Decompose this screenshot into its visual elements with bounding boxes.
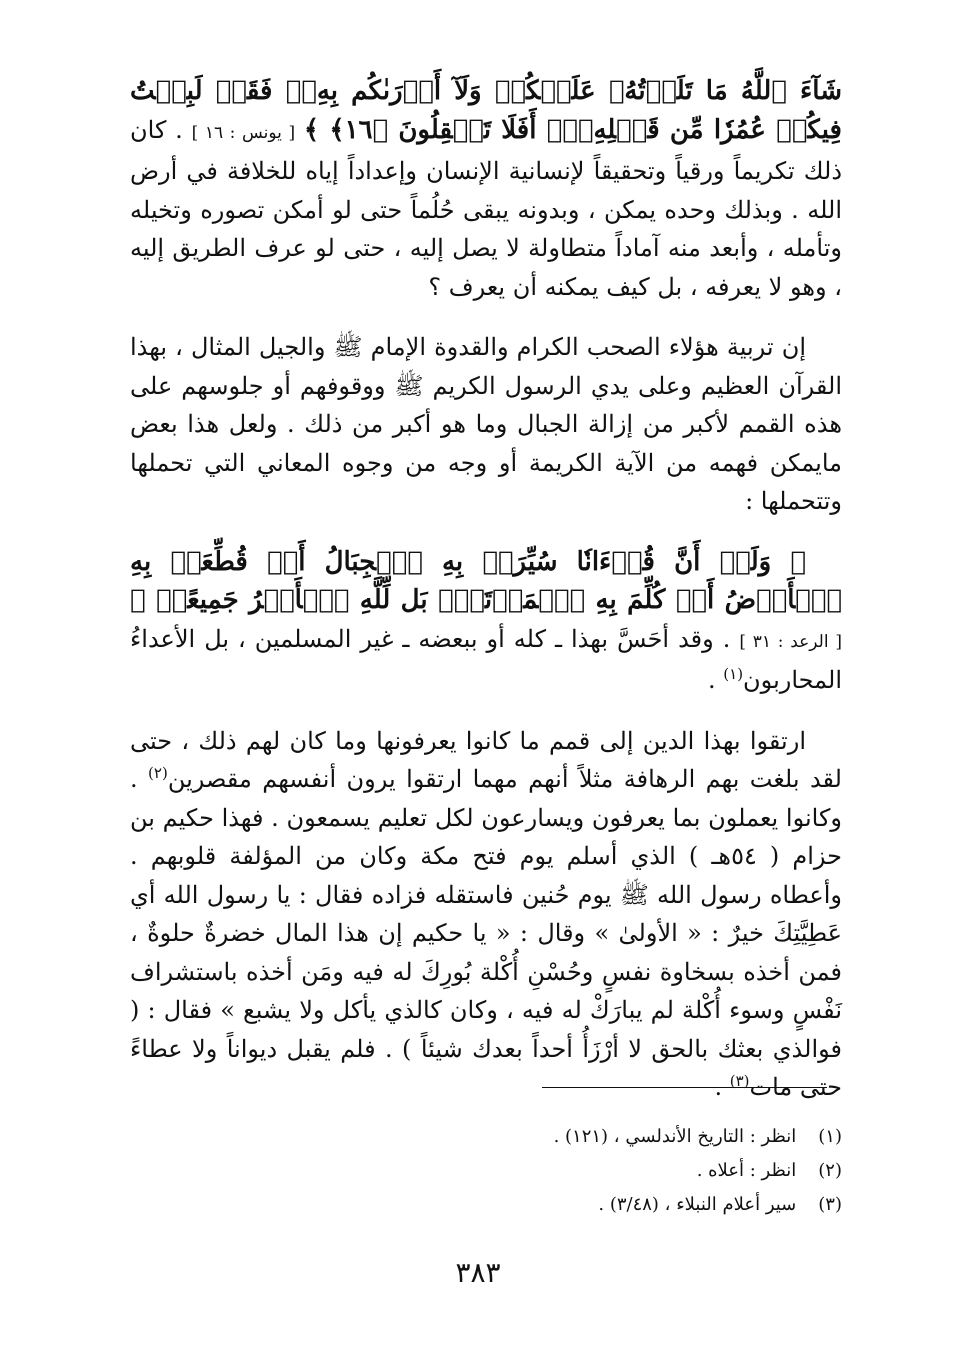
footnote-divider (542, 1087, 827, 1088)
paragraph-tail: . (714, 1073, 723, 1101)
main-text (130, 72, 842, 1107)
footnote-text: انظر : التاريخ الأندلسي ، (١٢١) . (553, 1126, 797, 1147)
paragraph-text: ارتقوا بهذا الدين إلى قمم ما كانوا يعرفونها وما كان لهم ذلك ، حتى لقد بلغت بهم الرهافة مثلاً أنهم مهما ارتقوا يرون أنفسهم مقصرين (130, 726, 842, 793)
paragraph-2 (130, 328, 842, 521)
footnote-text: انظر : أعلاه . (696, 1160, 797, 1181)
paragraph-text: . وقد أحَسَّ بهذا ـ كله أو ببعضه ـ غير المسلمين ، بل الأعداءُ المحاربون (130, 624, 842, 694)
footnote-marker: (١) (723, 665, 744, 683)
paragraph-1 (130, 72, 842, 306)
paragraph-4 (130, 722, 842, 1107)
quran-verse: شَآءَ ٱللَّهُ مَا تَلَوۡتُهُۥ عَلَيۡكُمۡ وَلَآ أَدۡرَىٰكُم بِهِۦۖ فَقَدۡ لَبِثۡتُ فِيكُمۡ عُمُرٗا مِّن قَبۡلِهِۦٓۚ أَفَلَا تَعۡقِلُونَ ﴿١٦﴾ ﴾ (130, 76, 842, 145)
verse-citation: [ الرعد : ٣١ ] (739, 631, 842, 652)
footnote-3 (130, 1188, 842, 1222)
footnote-2 (130, 1154, 842, 1188)
footnote-number: (٢) (818, 1160, 842, 1181)
quran-verse: ﴿ وَلَوۡ أَنَّ قُرۡءَانٗا سُيِّرَتۡ بِهِ ٱلۡجِبَالُ أَوۡ قُطِّعَتۡ بِهِ ٱلۡأَرۡضُ أَوۡ كُلِّمَ بِهِ ٱلۡمَوۡتَىٰۗ بَل لِّلَّهِ ٱلۡأَمۡرُ جَمِيعًاۗ ﴾ (130, 546, 842, 615)
paragraph-tail: . (707, 666, 716, 694)
footnote-1 (130, 1120, 842, 1154)
footnote-text: سير أعلام النبلاء ، (٣/٤٨) . (598, 1194, 797, 1215)
footnotes (130, 1120, 842, 1222)
footnote-marker: (٣) (729, 1072, 750, 1090)
paragraph-3 (130, 543, 842, 700)
paragraph-text: . وكانوا يعملون بما يعرفون ويسارعون لكل تعليم يسمعون . فهذا حكيم بن حزام ( ٥٤هـ ) الذي أسلم يوم فتح مكة وكان من المؤلفة قلوبهم . وأعطاه رسول الله ﷺ يوم حُنين فاستقله فزاده فقال : يا رسول الله أي عَطِيَّتِكَ خيرٌ : « الأولىٰ » وقال : « يا حكيم إن هذا المال خضرةٌ حلوةٌ ، فمن أخذه بسخاوة نفسٍ وحُسْنِ أُكْلة بُورِكَ له فيه ومَن أخذه باستشراف نَفْسٍ وسوء أُكْلة لم يبارَكْ له فيه ، وكان كالذي يأكل ولا يشبع » فقال : ( فوالذي بعثك بالحق لا أرْزَأُ أحداً بعدك شيئاً ) . فلم يقبل ديواناً ولا عطاءً حتى مات (130, 765, 843, 1101)
verse-citation: [ يونس : ١٦ ] (191, 122, 296, 143)
footnote-marker: (٢) (148, 764, 168, 782)
footnote-number: (٣) (818, 1194, 842, 1215)
page-number: ٣٨٣ (455, 1256, 501, 1289)
paragraph-text: . كان ذلك تكريماً ورقياً وتحقيقاً لإنسانية الإنسان وإعداداً إياه للخلافة في أرض الله . وبذلك وحده يمكن ، وبدونه يبقى حُلُماً حتى لو أمكن تصوره وتخيله وتأمله ، وأبعد منه آماداً متطاولة لا يصل إليه ، حتى لو عرف الطريق إليه ، وهو لا يعرفه ، بل كيف يمكنه أن يعرف ؟ (130, 115, 842, 301)
paragraph-text: إن تربية هؤلاء الصحب الكرام والقدوة الإمام ﷺ والجيل المثال ، بهذا القرآن العظيم وعلى يدي الرسول الكريم ﷺ ووقوفهم أو جلوسهم على هذه القمم لأكبر من إزالة الجبال وما هو أكبر من ذلك . ولعل هذا بعض مايمكن فهمه من الآية الكريمة أو وجه من وجوه المعاني التي تحملها وتتحملها : (130, 333, 842, 515)
footnote-number: (١) (818, 1126, 842, 1147)
